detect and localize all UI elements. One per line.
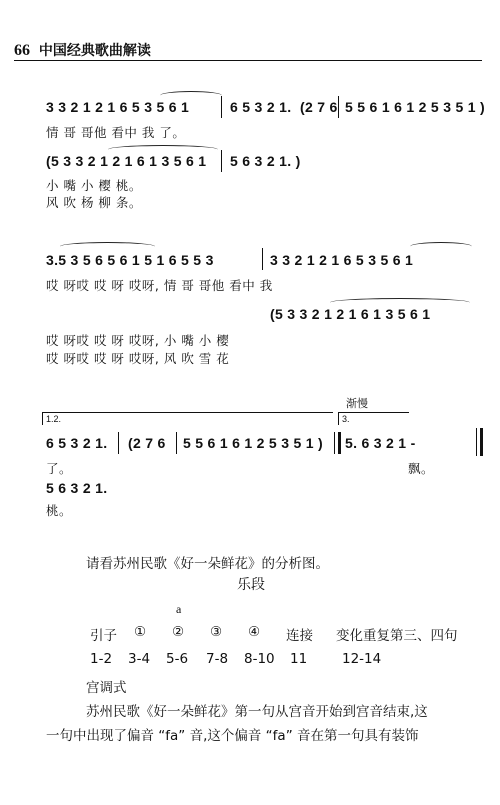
score-line2-notes-a: (5 3 3 2 1 2 1 6 1 3 5 6 1	[46, 153, 207, 169]
volta-1-label: 1.2.	[46, 414, 62, 424]
tempo-mark: 渐慢	[346, 397, 368, 410]
header-rule	[14, 60, 482, 61]
intro-text: 请看苏州民歌《好一朵鲜花》的分析图。	[86, 556, 329, 572]
barline	[262, 248, 263, 270]
score-line3-lyrics: 哎 呀哎 哎 呀 哎呀, 情 哥 哥他 看中 我	[46, 278, 273, 293]
slur	[330, 298, 470, 307]
structure-row-link: 连接	[286, 628, 313, 644]
score-line2-lyrics-1: 小 嘴 小 樱 桃。	[46, 178, 142, 193]
score-line5-lyrics-a: 了。	[46, 461, 73, 476]
structure-row-2: ②	[172, 624, 185, 640]
score-line4-notes: (5 3 3 2 1 2 1 6 1 3 5 6 1	[270, 306, 431, 322]
score-line6-lyrics: 桃。	[46, 503, 73, 518]
mode-label: 宫调式	[86, 680, 127, 696]
book-title: 中国经典歌曲解读	[38, 43, 151, 59]
barline	[338, 96, 339, 118]
measures-2: 3-4	[128, 651, 151, 667]
barline	[176, 432, 177, 454]
measures-1: 1-2	[90, 651, 113, 667]
score-line1-notes-a: 3 3 2 1 2 1 6 5 3 5 6 1	[46, 99, 190, 115]
score-line5-notes-d: 5. 6 3 2 1 -	[345, 435, 416, 451]
score-line1-notes-b: 6 5 3 2 1.	[230, 99, 292, 115]
slur	[108, 145, 218, 154]
score-line5-lyrics-b: 飘。	[408, 461, 435, 476]
repeat-barline	[334, 432, 335, 454]
slur	[160, 91, 222, 100]
barline	[221, 150, 222, 172]
slur	[410, 242, 472, 251]
score-line6-notes: 5 6 3 2 1.	[46, 480, 108, 496]
section-title: 乐段	[237, 577, 265, 593]
measures-3: 5-6	[166, 651, 189, 667]
structure-row-4: ④	[248, 624, 261, 640]
volta-2-label: 3.	[342, 414, 350, 424]
score-line5-notes-a: 6 5 3 2 1.	[46, 435, 108, 451]
structure-row-variation: 变化重复第三、四句	[336, 628, 458, 644]
structure-row-intro: 引子	[90, 628, 117, 644]
measures-5: 8-10	[244, 651, 275, 667]
paragraph-line-2: 一句中出现了偏音 “fa” 音,这个偏音 “fa” 音在第一句具有装饰	[46, 728, 419, 744]
score-line1-lyrics: 情 哥 哥他 看中 我 了。	[46, 125, 186, 140]
score-line2-notes-b: 5 6 3 2 1. )	[230, 153, 301, 169]
repeat-barline-thick	[338, 432, 341, 454]
barline	[118, 432, 119, 454]
measures-4: 7-8	[206, 651, 229, 667]
final-barline	[476, 428, 477, 456]
score-line4-lyrics-2: 哎 呀哎 哎 呀 哎呀, 风 吹 雪 花	[46, 351, 230, 366]
final-barline-thick	[480, 428, 483, 456]
volta-bracket-1	[42, 412, 333, 425]
score-line5-notes-c: 5 5 6 1 6 1 2 5 3 5 1 )	[183, 435, 323, 451]
measures-7: 12-14	[342, 651, 382, 667]
page-number: 66	[14, 42, 30, 59]
a-label: a	[176, 602, 182, 616]
score-line1-notes-c: (2 7 6	[300, 99, 338, 115]
score-line1-notes-d: 5 5 6 1 6 1 2 5 3 5 1 )	[345, 99, 485, 115]
page-header	[14, 40, 151, 60]
slur	[60, 242, 155, 251]
score-line3-notes-a: 3.5 3 5 6 5 6 1 5 1 6 5 5 3	[46, 252, 214, 268]
score-line4-lyrics-1: 哎 呀哎 哎 呀 哎呀, 小 嘴 小 樱	[46, 333, 230, 348]
structure-row-1: ①	[134, 624, 147, 640]
score-line5-notes-b: (2 7 6	[128, 435, 166, 451]
structure-row-3: ③	[210, 624, 223, 640]
paragraph-line-1: 苏州民歌《好一朵鲜花》第一句从宫音开始到宫音结束,这	[86, 704, 428, 720]
score-line3-notes-b: 3 3 2 1 2 1 6 5 3 5 6 1	[270, 252, 414, 268]
score-line2-lyrics-2: 风 吹 杨 柳 条。	[46, 195, 142, 210]
measures-6: 11	[290, 651, 308, 667]
